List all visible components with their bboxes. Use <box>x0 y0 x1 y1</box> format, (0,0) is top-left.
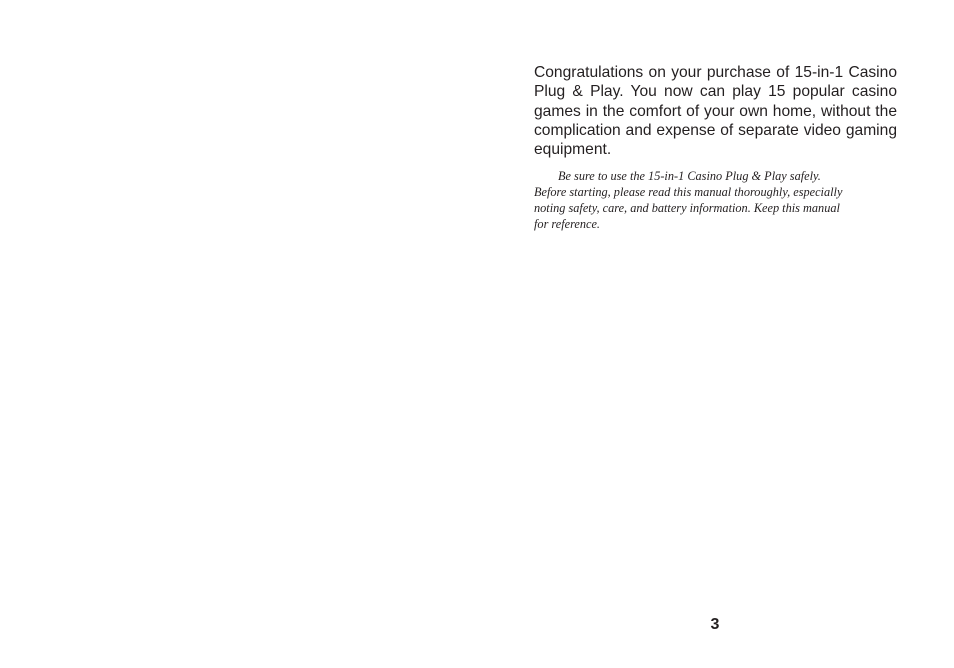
note-line-2: Before starting, please read this manual thoroughly, especially <box>534 185 843 200</box>
note-line-3: noting safety, care, and battery information. Keep this manual <box>534 201 840 216</box>
page-number: 3 <box>710 616 720 633</box>
note-line-4: for reference. <box>534 217 601 232</box>
safety-note <box>534 168 874 232</box>
text-column <box>534 63 897 232</box>
note-line-1: Be sure to use the 15-in-1 Casino Plug & Play safely. <box>558 169 821 184</box>
intro-paragraph: Congratulations on your purchase of 15-in-1 Casino Plug & Play. You now can play 15 popular casino games in the comfort of your own home, without the complication and expense of separate video gaming equipment. <box>534 64 897 159</box>
